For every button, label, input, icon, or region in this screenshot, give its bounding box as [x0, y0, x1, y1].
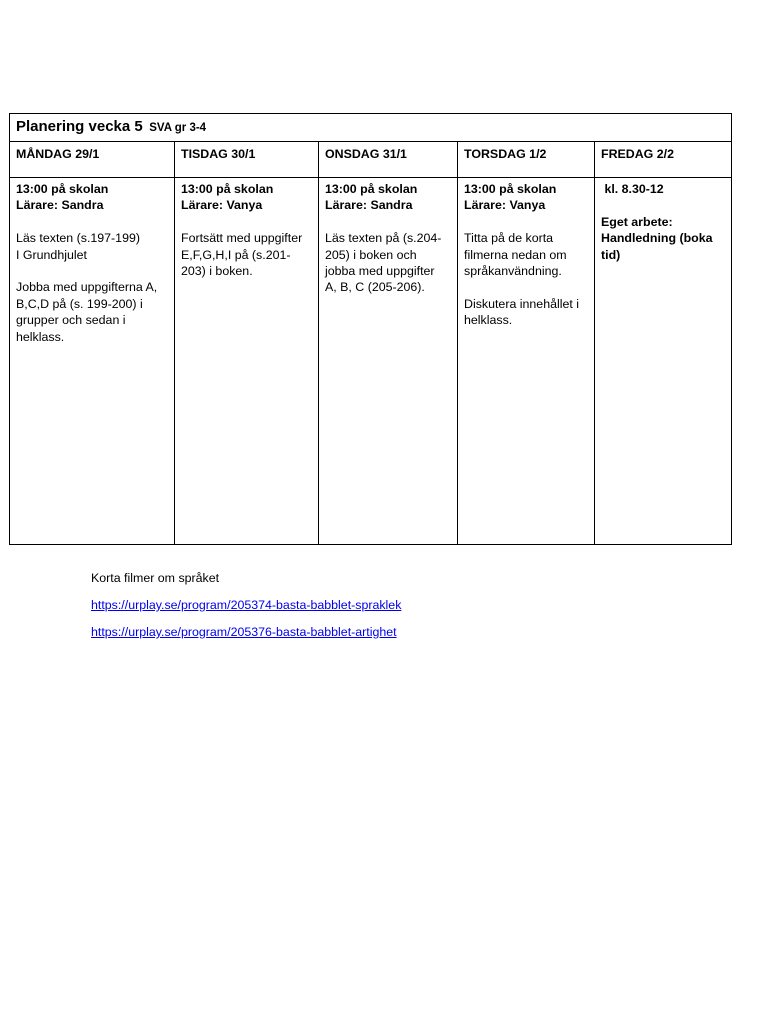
header-row: [10, 142, 732, 178]
monday-text-line: helklass.: [16, 329, 65, 344]
links-heading: Korta filmer om språket: [91, 571, 220, 585]
thursday-text-line: Titta på de korta: [464, 231, 554, 246]
thursday-teacher: Lärare: Vanya: [464, 198, 546, 213]
wednesday-text-line: 205) i boken och: [325, 247, 417, 262]
tuesday-cell: [175, 178, 319, 545]
wednesday-teacher: Lärare: Sandra: [325, 198, 413, 213]
table-title-cell: [10, 114, 732, 142]
tuesday-teacher: Lärare: Vanya: [181, 198, 263, 213]
tuesday-text-line: E,F,G,H,I på (s.201-: [181, 247, 291, 262]
friday-cell: [595, 178, 732, 545]
thursday-text-line: språkanvändning.: [464, 264, 562, 279]
header-wednesday: ONSDAG 31/1: [319, 142, 458, 178]
header-friday: FREDAG 2/2: [595, 142, 732, 178]
monday-cell: [10, 178, 175, 545]
link-artighet[interactable]: https://urplay.se/program/205376-basta-babblet-artighet: [91, 625, 397, 639]
wednesday-text-line: jobba med uppgifter: [325, 264, 435, 279]
header-monday: MÅNDAG 29/1: [10, 142, 175, 178]
friday-time: kl. 8.30-12: [601, 182, 664, 196]
header-thursday: TORSDAG 1/2: [458, 142, 595, 178]
monday-text-line: I Grundhjulet: [16, 247, 87, 262]
monday-text-line: Läs texten (s.197-199): [16, 231, 140, 246]
content-row: [10, 178, 732, 545]
wednesday-cell: [319, 178, 458, 545]
tuesday-text-line: Fortsätt med uppgifter: [181, 231, 303, 246]
table-title: Planering vecka 5: [16, 118, 143, 135]
friday-text-line: Handledning (boka: [601, 231, 713, 246]
friday-text-line: tid): [601, 247, 621, 262]
title-row: [10, 114, 732, 142]
thursday-time: 13:00 på skolan: [464, 182, 557, 196]
table-subtitle: SVA gr 3-4: [149, 122, 207, 134]
thursday-text-line: filmerna nedan om: [464, 247, 567, 262]
links-section: [91, 570, 401, 651]
monday-teacher: Lärare: Sandra: [16, 198, 104, 213]
wednesday-text-line: A, B, C (205-206).: [325, 280, 425, 295]
header-tuesday: TISDAG 30/1: [175, 142, 319, 178]
wednesday-text-line: Läs texten på (s.204-: [325, 231, 442, 246]
monday-text-line: Jobba med uppgifterna A,: [16, 280, 158, 295]
tuesday-text-line: 203) i boken.: [181, 264, 253, 279]
tuesday-time: 13:00 på skolan: [181, 182, 274, 196]
friday-text-line: Eget arbete:: [601, 214, 673, 229]
wednesday-time: 13:00 på skolan: [325, 182, 418, 196]
monday-text-line: grupper och sedan i: [16, 313, 126, 328]
thursday-text-line: helklass.: [464, 313, 513, 328]
monday-time: 13:00 på skolan: [16, 182, 109, 196]
thursday-cell: [458, 178, 595, 545]
thursday-text-line: Diskutera innehållet i: [464, 296, 580, 311]
monday-text-line: B,C,D på (s. 199-200) i: [16, 296, 143, 311]
planning-table: [9, 113, 732, 545]
link-spraklek[interactable]: https://urplay.se/program/205374-basta-babblet-spraklek: [91, 598, 402, 612]
